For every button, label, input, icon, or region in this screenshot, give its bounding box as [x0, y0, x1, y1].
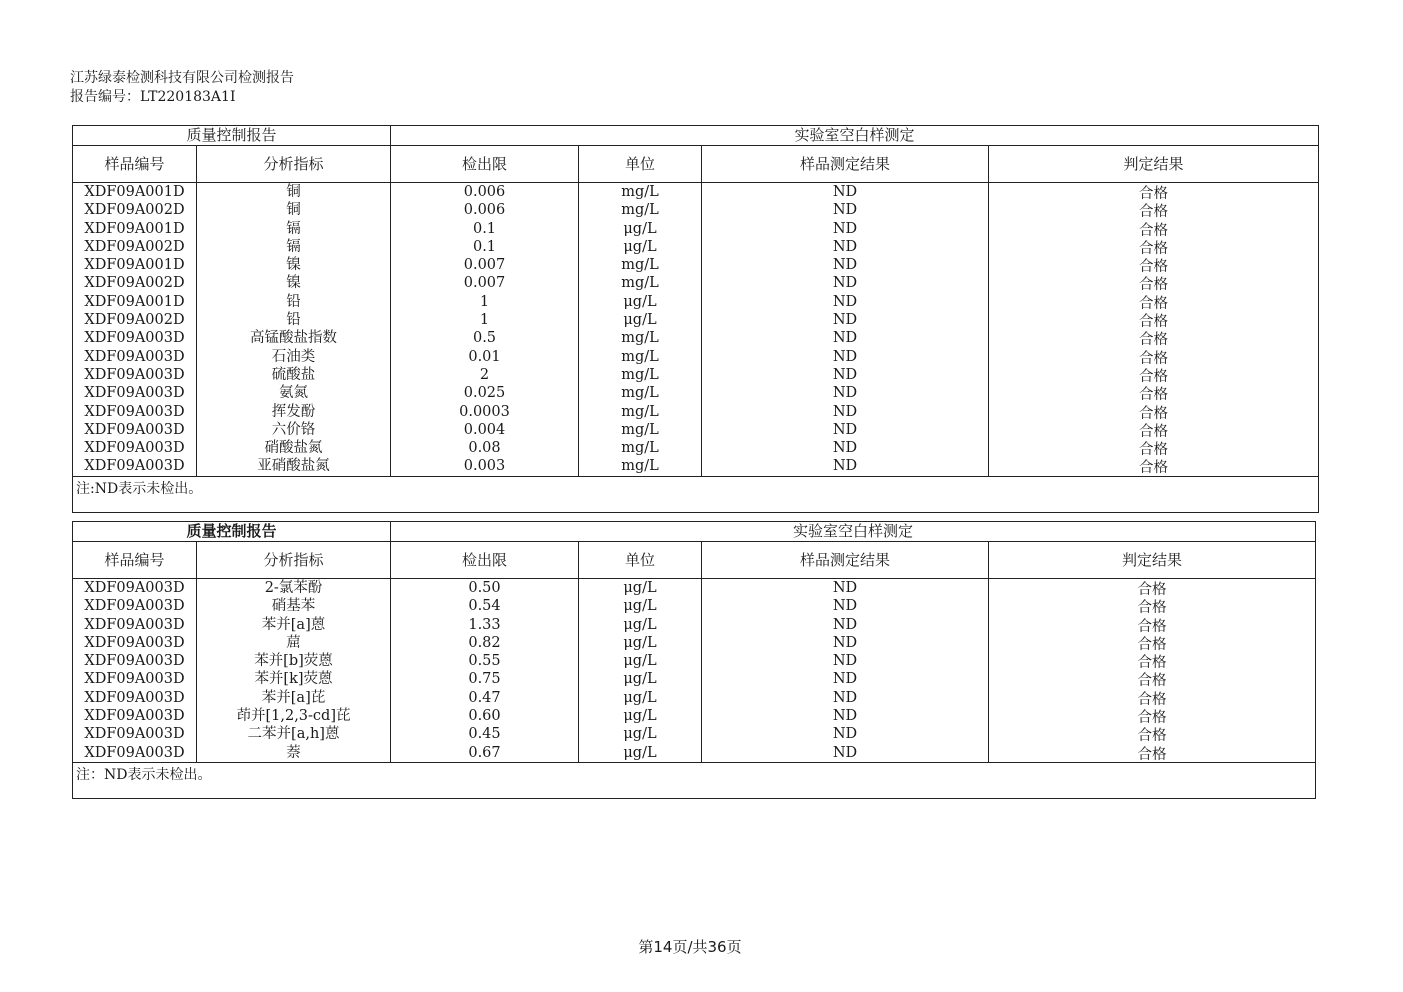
- detection-limit-cell: 0.75: [391, 670, 579, 688]
- judgement-cell: 合格: [1137, 728, 1167, 744]
- analysis-item-cell: 硝酸盐氮: [197, 439, 391, 457]
- table-row: [73, 238, 1318, 256]
- column-header-measured-result: 样品测定结果: [702, 542, 989, 578]
- analysis-item-cell: 二苯并[a,h]蒽: [197, 725, 391, 743]
- unit-cell: μg/L: [579, 220, 702, 238]
- table-header-row: [73, 146, 1318, 183]
- detection-limit-cell: 0.50: [391, 579, 579, 597]
- unit-cell: mg/L: [579, 348, 702, 366]
- table-row: [73, 439, 1318, 457]
- measured-result-cell: ND: [702, 366, 989, 384]
- analysis-item-cell: 苯并[a]芘: [197, 689, 391, 707]
- detection-limit-cell: 0.0003: [391, 403, 579, 421]
- table-title-row: [73, 126, 1318, 146]
- analysis-item-cell: 铜: [197, 183, 391, 201]
- detection-limit-cell: 1: [391, 311, 579, 329]
- judgement-cell: 合格: [1137, 746, 1167, 762]
- unit-cell: μg/L: [579, 597, 702, 615]
- measured-result-cell: ND: [702, 311, 989, 329]
- measured-result-cell: ND: [702, 348, 989, 366]
- table-row: [73, 403, 1318, 421]
- analysis-item-cell: 高锰酸盐指数: [197, 329, 391, 347]
- sample-id-cell: XDF09A003D: [73, 421, 197, 439]
- table-row: [73, 293, 1318, 311]
- sample-id-cell: XDF09A002D: [73, 311, 197, 329]
- table-row: [73, 256, 1318, 274]
- detection-limit-cell: 1.33: [391, 616, 579, 634]
- judgement-cell: 合格: [1139, 387, 1168, 403]
- detection-limit-cell: 0.1: [391, 238, 579, 256]
- analysis-item-cell: 氨氮: [197, 384, 391, 402]
- column-header-unit: 单位: [579, 542, 702, 578]
- unit-cell: mg/L: [579, 384, 702, 402]
- analysis-item-cell: 亚硝酸盐氮: [197, 457, 391, 475]
- table-row: [73, 707, 1315, 725]
- unit-cell: μg/L: [579, 707, 702, 725]
- judgement-cell: 合格: [1139, 222, 1168, 238]
- judgement-cell: 合格: [1139, 332, 1168, 348]
- unit-cell: μg/L: [579, 725, 702, 743]
- detection-limit-cell: 0.007: [391, 274, 579, 292]
- analysis-item-cell: 䓛: [197, 634, 391, 652]
- judgement-cell: 合格: [1137, 655, 1167, 671]
- analysis-item-cell: 苯并[b]荧蒽: [197, 652, 391, 670]
- sample-id-cell: XDF09A003D: [73, 403, 197, 421]
- sample-id-cell: XDF09A003D: [73, 366, 197, 384]
- measured-result-cell: ND: [702, 384, 989, 402]
- table-row: [73, 366, 1318, 384]
- analysis-item-cell: 镉: [197, 220, 391, 238]
- unit-cell: μg/L: [579, 293, 702, 311]
- table-row: [73, 616, 1315, 634]
- table-row: [73, 183, 1318, 201]
- sample-id-cell: XDF09A003D: [73, 652, 197, 670]
- detection-limit-cell: 0.5: [391, 329, 579, 347]
- detection-limit-cell: 0.82: [391, 634, 579, 652]
- measured-result-cell: ND: [702, 597, 989, 615]
- sample-id-cell: XDF09A001D: [73, 183, 197, 201]
- sample-id-cell: XDF09A003D: [73, 439, 197, 457]
- sample-id-cell: XDF09A003D: [73, 348, 197, 366]
- table-row: [73, 457, 1318, 475]
- sample-id-cell: XDF09A003D: [73, 329, 197, 347]
- analysis-item-cell: 2-氯苯酚: [197, 579, 391, 597]
- measured-result-cell: ND: [702, 439, 989, 457]
- unit-cell: mg/L: [579, 256, 702, 274]
- measured-result-cell: ND: [702, 744, 989, 762]
- measured-result-cell: ND: [702, 220, 989, 238]
- analysis-item-cell: 六价铬: [197, 421, 391, 439]
- table-title-right: 实验室空白样测定: [792, 522, 913, 540]
- sample-id-cell: XDF09A003D: [73, 689, 197, 707]
- column-header-detection-limit: 检出限: [391, 146, 579, 182]
- analysis-item-cell: 镍: [197, 274, 391, 292]
- sample-id-cell: XDF09A002D: [73, 238, 197, 256]
- judgement-cell: 合格: [1139, 295, 1168, 312]
- report-number: 报告编号：LT220183A1I: [70, 89, 236, 105]
- measured-result-cell: ND: [702, 616, 989, 634]
- judgement-cell: 合格: [1139, 442, 1168, 458]
- unit-cell: mg/L: [579, 366, 702, 384]
- unit-cell: mg/L: [579, 457, 702, 475]
- detection-limit-cell: 0.08: [391, 439, 579, 457]
- judgement-cell: 合格: [1139, 405, 1168, 421]
- table-note: 注:ND表示未检出。: [73, 476, 1318, 512]
- analysis-item-cell: 铅: [197, 293, 391, 311]
- detection-limit-cell: 0.01: [391, 348, 579, 366]
- measured-result-cell: ND: [702, 256, 989, 274]
- table-row: [73, 579, 1315, 597]
- qc-table-2: [72, 521, 1316, 799]
- unit-cell: mg/L: [579, 403, 702, 421]
- detection-limit-cell: 0.60: [391, 707, 579, 725]
- table-row: [73, 329, 1318, 347]
- measured-result-cell: ND: [702, 421, 989, 439]
- sample-id-cell: XDF09A001D: [73, 293, 197, 311]
- judgement-cell: 合格: [1137, 710, 1167, 726]
- unit-cell: μg/L: [579, 744, 702, 762]
- judgement-cell: 合格: [1137, 636, 1167, 653]
- table-title-left: 质量控制报告: [73, 522, 391, 541]
- table-row: [73, 201, 1318, 219]
- unit-cell: μg/L: [579, 652, 702, 670]
- analysis-item-cell: 镉: [197, 238, 391, 256]
- measured-result-cell: ND: [702, 238, 989, 256]
- judgement-cell: 合格: [1139, 460, 1168, 476]
- sample-id-cell: XDF09A003D: [73, 616, 197, 634]
- detection-limit-cell: 0.54: [391, 597, 579, 615]
- unit-cell: mg/L: [579, 274, 702, 292]
- detection-limit-cell: 0.67: [391, 744, 579, 762]
- judgement-cell: 合格: [1137, 600, 1167, 616]
- column-header-sample-id: 样品编号: [73, 146, 197, 182]
- table-title-right: 实验室空白样测定: [794, 126, 915, 144]
- sample-id-cell: XDF09A003D: [73, 597, 197, 615]
- detection-limit-cell: 0.55: [391, 652, 579, 670]
- table-row: [73, 311, 1318, 329]
- measured-result-cell: ND: [702, 403, 989, 421]
- detection-limit-cell: 0.007: [391, 256, 579, 274]
- table-row: [73, 634, 1315, 652]
- unit-cell: mg/L: [579, 183, 702, 201]
- detection-limit-cell: 0.45: [391, 725, 579, 743]
- detection-limit-cell: 0.006: [391, 183, 579, 201]
- sample-id-cell: XDF09A003D: [73, 725, 197, 743]
- unit-cell: mg/L: [579, 201, 702, 219]
- table-row: [73, 597, 1315, 615]
- detection-limit-cell: 1: [391, 293, 579, 311]
- detection-limit-cell: 0.47: [391, 689, 579, 707]
- table-row: [73, 725, 1315, 743]
- judgement-cell: 合格: [1139, 240, 1168, 257]
- table-row: [73, 220, 1318, 238]
- sample-id-cell: XDF09A001D: [73, 256, 197, 274]
- unit-cell: μg/L: [579, 634, 702, 652]
- judgement-cell: 合格: [1139, 186, 1168, 202]
- analysis-item-cell: 茚并[1,2,3-cd]芘: [197, 707, 391, 725]
- table-title-left: 质量控制报告: [73, 126, 391, 145]
- table-row: [73, 421, 1318, 439]
- detection-limit-cell: 0.003: [391, 457, 579, 475]
- analysis-item-cell: 苯并[a]蒽: [197, 616, 391, 634]
- column-header-judgement: 判定结果: [1121, 551, 1182, 569]
- measured-result-cell: ND: [702, 201, 989, 219]
- unit-cell: μg/L: [579, 311, 702, 329]
- measured-result-cell: ND: [702, 457, 989, 475]
- column-header-analysis-item: 分析指标: [197, 542, 391, 578]
- table-row: [73, 652, 1315, 670]
- judgement-cell: 合格: [1139, 259, 1168, 275]
- analysis-item-cell: 硝基苯: [197, 597, 391, 615]
- judgement-cell: 合格: [1137, 582, 1167, 598]
- sample-id-cell: XDF09A003D: [73, 670, 197, 688]
- table-row: [73, 384, 1318, 402]
- unit-cell: mg/L: [579, 421, 702, 439]
- report-header: [70, 69, 294, 107]
- page-number: 第14页/共36页: [638, 938, 742, 956]
- table-row: [73, 670, 1315, 688]
- analysis-item-cell: 硫酸盐: [197, 366, 391, 384]
- unit-cell: μg/L: [579, 238, 702, 256]
- measured-result-cell: ND: [702, 579, 989, 597]
- detection-limit-cell: 0.025: [391, 384, 579, 402]
- judgement-cell: 合格: [1139, 314, 1168, 330]
- sample-id-cell: XDF09A001D: [73, 220, 197, 238]
- analysis-item-cell: 苯并[k]荧蒽: [197, 670, 391, 688]
- sample-id-cell: XDF09A003D: [73, 457, 197, 475]
- sample-id-cell: XDF09A003D: [73, 744, 197, 762]
- unit-cell: μg/L: [579, 689, 702, 707]
- detection-limit-cell: 0.004: [391, 421, 579, 439]
- company-title: 江苏绿泰检测科技有限公司检测报告: [70, 70, 294, 86]
- judgement-cell: 合格: [1139, 350, 1168, 366]
- unit-cell: μg/L: [579, 616, 702, 634]
- sample-id-cell: XDF09A003D: [73, 384, 197, 402]
- measured-result-cell: ND: [702, 707, 989, 725]
- unit-cell: μg/L: [579, 670, 702, 688]
- qc-table-1: [72, 125, 1319, 513]
- analysis-item-cell: 石油类: [197, 348, 391, 366]
- judgement-cell: 合格: [1137, 673, 1167, 689]
- measured-result-cell: ND: [702, 329, 989, 347]
- judgement-cell: 合格: [1139, 277, 1168, 293]
- column-header-sample-id: 样品编号: [73, 542, 197, 578]
- detection-limit-cell: 0.006: [391, 201, 579, 219]
- measured-result-cell: ND: [702, 183, 989, 201]
- measured-result-cell: ND: [702, 670, 989, 688]
- unit-cell: mg/L: [579, 329, 702, 347]
- detection-limit-cell: 2: [391, 366, 579, 384]
- table-note: 注：ND表示未检出。: [73, 762, 1315, 798]
- column-header-judgement: 判定结果: [1123, 155, 1184, 173]
- judgement-cell: 合格: [1139, 368, 1168, 385]
- judgement-cell: 合格: [1137, 691, 1167, 708]
- analysis-item-cell: 铜: [197, 201, 391, 219]
- measured-result-cell: ND: [702, 725, 989, 743]
- column-header-unit: 单位: [579, 146, 702, 182]
- measured-result-cell: ND: [702, 634, 989, 652]
- judgement-cell: 合格: [1139, 423, 1168, 440]
- column-header-analysis-item: 分析指标: [197, 146, 391, 182]
- sample-id-cell: XDF09A003D: [73, 579, 197, 597]
- table-header-row: [73, 542, 1315, 579]
- column-header-detection-limit: 检出限: [391, 542, 579, 578]
- judgement-cell: 合格: [1139, 204, 1168, 220]
- measured-result-cell: ND: [702, 293, 989, 311]
- analysis-item-cell: 镍: [197, 256, 391, 274]
- table-title-row: [73, 522, 1315, 542]
- analysis-item-cell: 挥发酚: [197, 403, 391, 421]
- table-row: [73, 348, 1318, 366]
- sample-id-cell: XDF09A002D: [73, 201, 197, 219]
- table-row: [73, 274, 1318, 292]
- sample-id-cell: XDF09A002D: [73, 274, 197, 292]
- detection-limit-cell: 0.1: [391, 220, 579, 238]
- sample-id-cell: XDF09A003D: [73, 634, 197, 652]
- measured-result-cell: ND: [702, 689, 989, 707]
- column-header-measured-result: 样品测定结果: [702, 146, 989, 182]
- sample-id-cell: XDF09A003D: [73, 707, 197, 725]
- unit-cell: μg/L: [579, 579, 702, 597]
- analysis-item-cell: 萘: [197, 744, 391, 762]
- analysis-item-cell: 铅: [197, 311, 391, 329]
- measured-result-cell: ND: [702, 652, 989, 670]
- table-row: [73, 744, 1315, 762]
- judgement-cell: 合格: [1137, 618, 1167, 634]
- unit-cell: mg/L: [579, 439, 702, 457]
- measured-result-cell: ND: [702, 274, 989, 292]
- table-row: [73, 689, 1315, 707]
